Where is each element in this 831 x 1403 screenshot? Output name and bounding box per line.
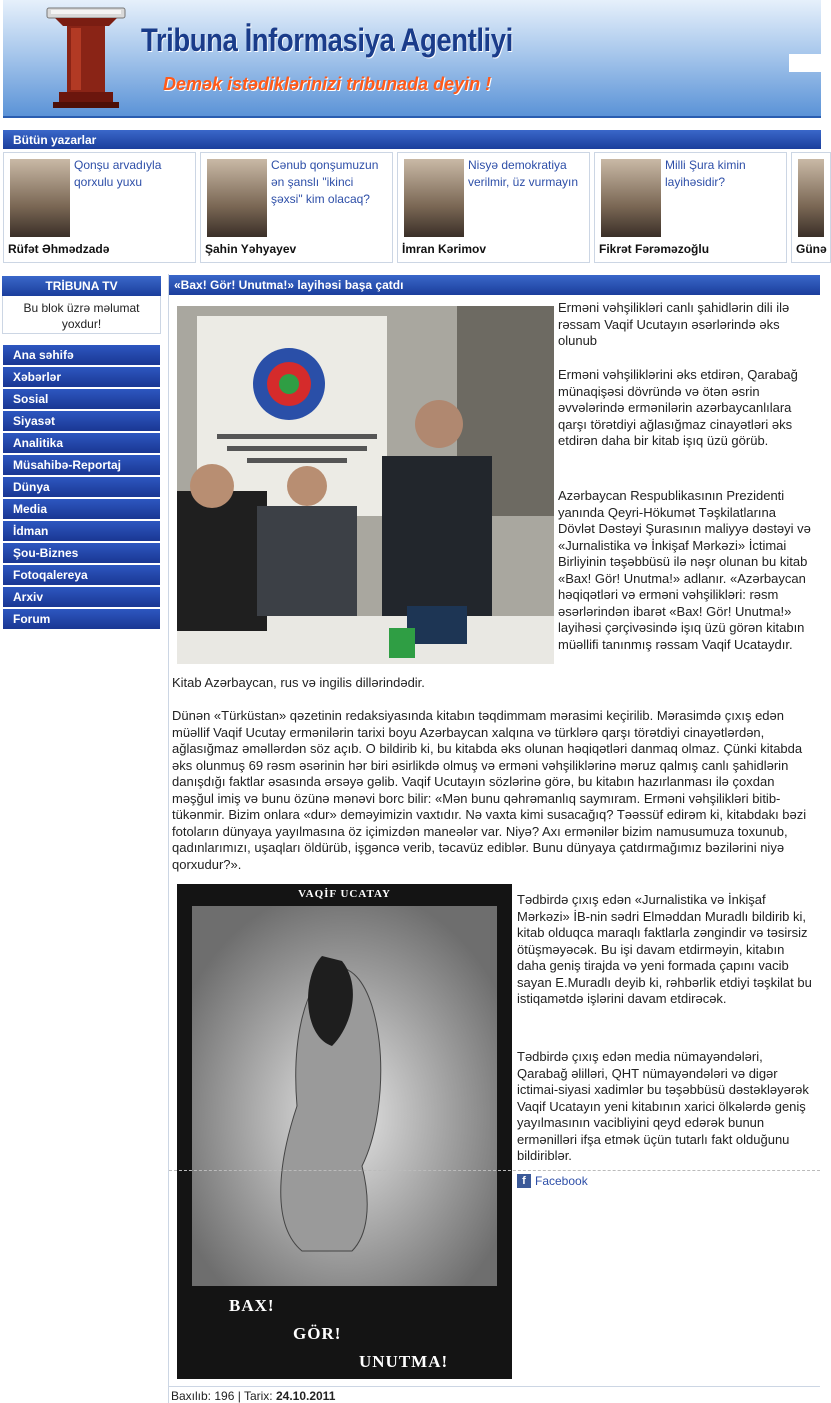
- article-body-1: [558, 367, 814, 450]
- article-paragraph: Dünən «Türküstan» qəzetinin redaksiyasında kitabın təqdimmam mərasimi keçirilib. Mərasimdə çıxış edən müəllif Vaqif Ucutay ermənilərin tarixi boyu Azərbaycan xalqına və türklərə qarşı törətdiyi cinayətlərdən, ağlasığmaz əməllərdən söz açıb. O bildirib ki, bu kitabda əks olunan həqiqətləri danmaq olmaz. Çünki kitabda əks olunmuş 69 rəsm əsərinin hər biri əsirlikdə olmuş və erməni vəhşiliklərinə məruz qalmış canlı şahidlərin danışdığı faktlar əsasında ərsəyə gəlib. Vaqif Ucutayın sözlərinə görə, bu kitabın hazırlanması ilə çoxdan məşğul imiş və bunu özünə mənəvi borc bilir: «Mən bunu qəhrəmanlıq saymıram. Erməni vəhşilikləri bitib-tükənmir. Bizim onlara «dur» deməyimizin vaxtıdır. Nə vaxta kimi susacağıq? Təəssüf edirəm ki, kitabdakı bəzi fotoların dünyaya yayılmasına öz içimizdən manеələr var. Niyə? Axı ermənilər bizim namusumuza toxunub, qadınlarımızı, uşaqları öldürüb, işgəncə verib, təcavüz ediblər. Bunu dünyaya çatdırmağımız bəzilərini niyə qorxudur?».: [172, 708, 807, 872]
- author-headline-link[interactable]: Nisyə demokratiya verilmir, üz vurmayın: [468, 158, 579, 189]
- menu-item-interview[interactable]: Müsahibə-Reportaj: [3, 455, 160, 475]
- article-body-4: [172, 708, 817, 873]
- site-title[interactable]: Tribuna İnformasiya Agentliyi: [141, 22, 513, 58]
- menu-item-world[interactable]: Dünya: [3, 477, 160, 497]
- facebook-share-button[interactable]: [517, 1174, 588, 1188]
- poster-line-1: BAX!: [229, 1296, 275, 1315]
- menu-item-media[interactable]: Media: [3, 499, 160, 519]
- author-photo[interactable]: [601, 159, 661, 237]
- facebook-icon[interactable]: f: [517, 1174, 531, 1188]
- article-body-2: [558, 488, 814, 653]
- share-separator: [169, 1170, 820, 1171]
- poster-line-3: UNUTMA!: [359, 1352, 449, 1371]
- poster-artwork: [192, 906, 497, 1286]
- author-name: Şahin Yəhyayev: [205, 242, 297, 256]
- tv-block-message: Bu blok üzrə məlumat yoxdur!: [2, 296, 161, 334]
- author-card[interactable]: [397, 152, 590, 263]
- author-headline-link[interactable]: Qonşu arvadıyla qorxulu yuxu: [74, 158, 162, 189]
- article-paragraph: Tədbirdə çıxış edən «Jurnalistika və İnkişaf Mərkəzi» İB-nin sədri Elməddan Muradlı bildirib ki, kitab olduqca maraqlı faktlarla zəngindir və təsirsiz ötüşməyəcək. Bu işi davam etdirməyin, kitabın daha geniş tirajda və yeni formada çapını vacib sayan E.Muradlı deyib ki, rəhbərlik etdiyi təşkilat bu istiqamətdə işlərini davam etdirəcək.: [517, 892, 812, 1006]
- author-name: Fikrət Fərəməzoğlu: [599, 242, 710, 256]
- menu-item-politics[interactable]: Siyasət: [3, 411, 160, 431]
- author-name: İmran Kərimov: [402, 242, 487, 256]
- menu-item-analytics[interactable]: Analitika: [3, 433, 160, 453]
- menu-item-home[interactable]: Ana səhifə: [3, 345, 160, 365]
- article-date: 24.10.2011: [275, 1389, 336, 1403]
- article-paragraph: Kitab Azərbaycan, rus və ingilis dillərindədir.: [172, 675, 425, 690]
- author-card[interactable]: [791, 152, 831, 263]
- menu-item-showbiz[interactable]: Şou-Biznes: [3, 543, 160, 563]
- article-container: [168, 274, 822, 1403]
- authors-strip: [3, 150, 827, 266]
- poster-line-2: GÖR!: [293, 1324, 342, 1343]
- search-box[interactable]: [789, 54, 821, 72]
- article-photo-event: [177, 306, 554, 664]
- tribune-logo-icon[interactable]: [43, 6, 129, 110]
- article-meta: [171, 1389, 335, 1403]
- facebook-label[interactable]: Facebook: [535, 1174, 588, 1188]
- author-name: Günə: [796, 242, 827, 256]
- authors-bar[interactable]: [3, 128, 821, 149]
- sidebar-menu: [3, 345, 160, 631]
- site-slogan: Demək istədiklərinizi tribunada deyin !: [163, 74, 492, 94]
- article-body-6: [517, 1049, 814, 1165]
- footer-divider: [169, 1386, 820, 1387]
- author-photo[interactable]: [798, 159, 824, 237]
- author-photo[interactable]: [207, 159, 267, 237]
- article-title: «Bax! Gör! Unutma!» layihəsi başa çatdı: [169, 275, 820, 295]
- menu-item-photo-gallery[interactable]: Fotoqalereya: [3, 565, 160, 585]
- article-paragraph: Erməni vəhşiliklərini əks etdirən, Qarabağ münaqişəsi dövründə və ötən əsrin əvvələrində ermənilərin azərbaycanlılara qarşı törətdiyi ağlasığmaz cinayətləri əks etdirən daha bir kitab işıq üzü görüb.: [558, 367, 798, 448]
- menu-item-social[interactable]: Sosial: [3, 389, 160, 409]
- article-lead: [558, 300, 814, 350]
- author-photo[interactable]: [10, 159, 70, 237]
- poster-author: VAQİF UCATAY: [298, 888, 391, 900]
- article-photo-poster: [177, 884, 512, 1379]
- site-header: [3, 0, 821, 118]
- article-paragraph: Azərbaycan Respublikasının Prezidenti yanında Qeyri-Hökumət Təşkilatlarına Dövlət Dəstəyi Şurasının maliyyə dəstəyi və «Jurnalistika və İnkişaf Mərkəzi» İctimai Birliyinin təşəbbüsü ilə nəşr olunan bu kitab «Bax! Gör! Unutma!» adlanır. «Azərbaycan həqiqətləri və erməni vəhşilikləri: rəsm əsərlərindən ibarət «Bax! Gör! Unutma!» layihəsi çərçivəsində işıq üzü görən kitabın müəllifi tanınmış rəssam Vaqif Ucataydır.: [558, 488, 811, 652]
- menu-item-forum[interactable]: Forum: [3, 609, 160, 629]
- article-paragraph: Erməni vəhşilikləri canlı şahidlərin dili ilə rəssam Vaqif Ucutayın əsərlərində əks olunub: [558, 300, 790, 348]
- article-paragraph: Tədbirdə çıxış edən media nümayəndələri, Qarabağ əlilləri, QHT nümayəndələri və digər ictimai-siyasi xadimlər bu təşəbbüsü dəstəkləyərək Vaqif Ucatayın yeni kitabının xarici ölkələrdə geniş yayılmasının vacibliyini qeyd edərək bunun ermənilləri ifşa etmək üçün tutarlı fakt olduğunu bildiriblər.: [517, 1049, 809, 1163]
- menu-item-sport[interactable]: İdman: [3, 521, 160, 541]
- menu-item-news[interactable]: Xəbərlər: [3, 367, 160, 387]
- article-body-5: [517, 892, 814, 1008]
- author-name: Rüfət Əhmədzadə: [8, 242, 110, 256]
- tv-block-title: TRİBUNA TV: [2, 276, 161, 296]
- author-headline-link[interactable]: Milli Şura kimin layihəsidir?: [665, 158, 746, 189]
- author-card[interactable]: [200, 152, 393, 263]
- views-label: Baxılıb: 196 | Tarix:: [171, 1389, 273, 1403]
- menu-item-archive[interactable]: Arxiv: [3, 587, 160, 607]
- author-card[interactable]: [594, 152, 787, 263]
- author-photo[interactable]: [404, 159, 464, 237]
- author-headline-link[interactable]: Cənub qonşumuzun ən şanslı "ikinci şəxsi" kim olacaq?: [271, 158, 379, 206]
- article-body-3: [172, 675, 817, 692]
- authors-bar-label[interactable]: Bütün yazarlar: [13, 133, 97, 147]
- author-card[interactable]: [3, 152, 196, 263]
